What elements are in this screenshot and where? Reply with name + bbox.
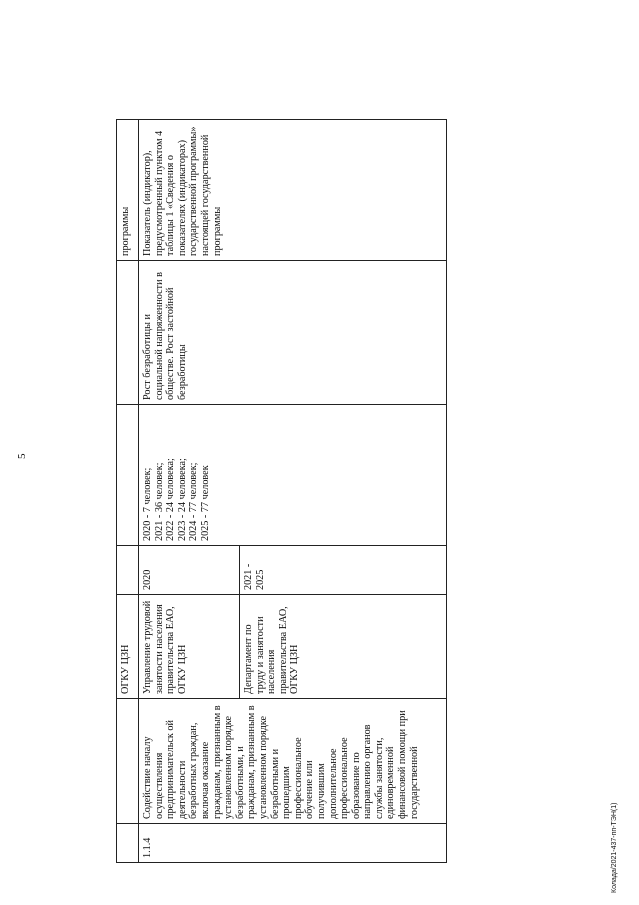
row-event: Содействие началу осуществления предпринимательск ой деятельности безработных граждан, включая оказание гражданам, признанным в установленном порядке безработными, и гражданам, признанным в установленном порядке безработными и прошедшим профессиональное обучение или получившим дополнительное профессиональное образование по направлению органов службы занятости, единовременной финансовой помощи при государственной — [139, 699, 447, 824]
row-executor-1: Управление трудовой занятости населения правительства ЕАО, ОГКУ ЦЗН — [139, 595, 240, 699]
table-row — [139, 120, 240, 863]
result-line: 2021 - 36 человек; — [153, 462, 165, 541]
row-executor-2: Департамент по труду и занятости населения правительства ЕАО, ОГКУ ЦЗН — [240, 595, 447, 699]
header-cell-link: программы — [117, 120, 139, 261]
footer-code: Колада/2021-437-пп-ТЭН(1) — [611, 802, 618, 893]
row-consequences: Рост безработицы и социальной напряженности в обществе. Рост застойной безработицы — [139, 261, 447, 405]
result-line: 2020 - 7 человек; — [142, 467, 153, 541]
program-table — [116, 119, 447, 863]
row-number: 1.1.4 — [139, 824, 447, 863]
header-cell-years — [117, 546, 139, 595]
row-result — [139, 405, 447, 546]
row-years-2: 2021 - 2025 — [240, 546, 447, 595]
result-line: 2024 - 77 человек; — [188, 462, 200, 541]
header-cell-executor: ОГКУ ЦЗН — [117, 595, 139, 699]
header-cell-number — [117, 824, 139, 863]
result-line: 2025 - 77 человек — [199, 465, 211, 541]
row-years-1: 2020 — [139, 546, 240, 595]
row-link: Показатель (индикатор), предусмотренный пунктом 4 таблицы 1 «Сведения о показателях (индикаторах) государственной программы» настоящей государственной программы — [139, 120, 447, 261]
table-header-row — [117, 120, 139, 863]
result-line: 2022 - 24 человека; — [165, 458, 177, 541]
header-cell-consequences — [117, 261, 139, 405]
header-cell-result — [117, 405, 139, 546]
result-line: 2023 - 24 человека; — [176, 458, 188, 541]
page-number: 5 — [16, 453, 28, 459]
header-cell-event — [117, 699, 139, 824]
